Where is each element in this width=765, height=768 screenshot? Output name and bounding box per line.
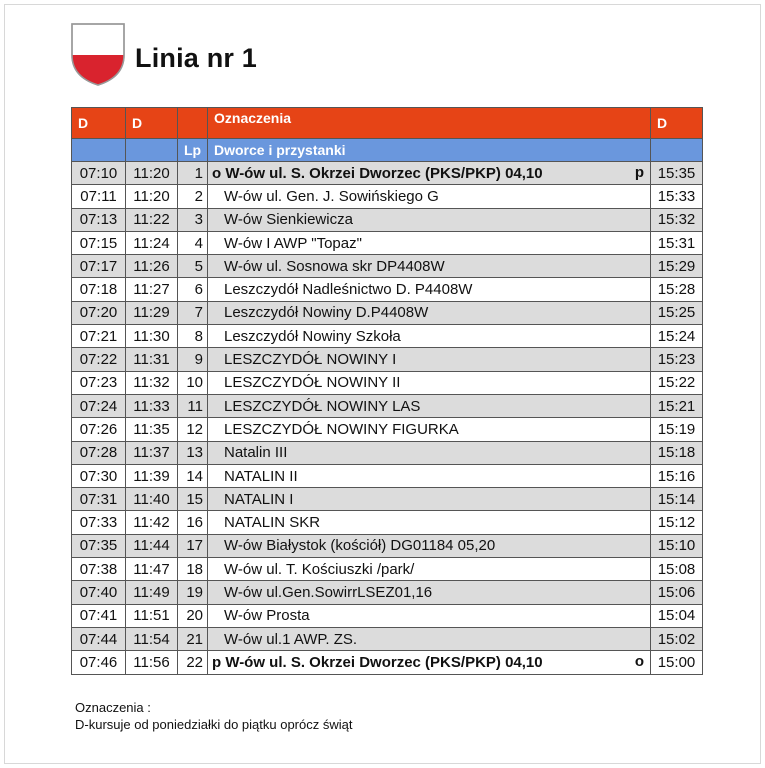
departure-time-2-text: 11:26	[133, 257, 170, 275]
return-time-text: 15:35	[657, 164, 696, 182]
departure-time-1	[72, 558, 126, 581]
return-time-text: 15:06	[657, 583, 696, 601]
return-time	[651, 604, 703, 627]
departure-time-1	[72, 604, 126, 627]
return-time-text: 15:14	[657, 490, 696, 508]
stop-number-text: 4	[194, 234, 203, 252]
stop-number	[178, 418, 208, 441]
return-time-text: 15:02	[657, 630, 696, 648]
subheader-empty-2	[126, 139, 178, 162]
departure-time-2	[126, 255, 178, 278]
stop-marker: o	[634, 653, 644, 671]
departure-time-2-text: 11:44	[133, 537, 170, 555]
return-time-text: 15:33	[657, 187, 696, 205]
table-row	[72, 371, 703, 394]
departure-time-1	[72, 418, 126, 441]
departure-time-2	[126, 348, 178, 371]
stop-number-text: 12	[186, 420, 203, 438]
departure-time-2	[126, 208, 178, 231]
stop-name	[208, 185, 651, 208]
page-header	[69, 19, 257, 89]
departure-time-1-text: 07:13	[79, 211, 118, 229]
stop-number	[178, 534, 208, 557]
stop-number	[178, 348, 208, 371]
departure-time-2	[126, 604, 178, 627]
stop-name	[208, 278, 651, 301]
departure-time-1-text: 07:44	[79, 630, 118, 648]
stop-number-text: 6	[194, 281, 203, 299]
timetable-page	[4, 4, 761, 764]
departure-time-2	[126, 581, 178, 604]
stop-name-text: o W-ów ul. S. Okrzei Dworzec (PKS/PKP) 04,10	[212, 164, 543, 182]
notes-heading: Oznaczenia :	[75, 700, 151, 715]
table-row	[72, 511, 703, 534]
header-col-empty	[178, 108, 208, 139]
stop-name-text: W-ów ul. Gen. J. Sowińskiego G	[224, 187, 439, 205]
stop-name	[208, 418, 651, 441]
header-designations: Oznaczenia	[208, 108, 651, 139]
departure-time-2	[126, 278, 178, 301]
stop-number-text: 18	[186, 560, 203, 578]
departure-time-2	[126, 371, 178, 394]
table-row	[72, 464, 703, 487]
departure-time-2-text: 11:49	[133, 583, 170, 601]
header-col-d2: D	[126, 108, 178, 139]
departure-time-2-text: 11:32	[133, 374, 170, 392]
departure-time-1	[72, 394, 126, 417]
subheader-stops: Dworce i przystanki	[208, 139, 651, 162]
stop-name-text: NATALIN SKR	[224, 514, 321, 532]
departure-time-2-text: 11:22	[133, 211, 170, 229]
return-time-text: 15:18	[657, 444, 696, 462]
table-row	[72, 651, 703, 674]
return-time-text: 15:23	[657, 351, 696, 369]
departure-time-2	[126, 534, 178, 557]
timetable	[71, 107, 703, 675]
page-title: Linia nr 1	[135, 42, 258, 73]
departure-time-2-text: 11:27	[133, 281, 170, 299]
table-row	[72, 627, 703, 650]
departure-time-2	[126, 441, 178, 464]
departure-time-2-text: 11:31	[133, 351, 170, 369]
stop-name-text: LESZCZYDÓŁ NOWINY II	[224, 374, 401, 392]
return-time	[651, 185, 703, 208]
return-time-text: 15:19	[657, 420, 696, 438]
stop-name	[208, 231, 651, 254]
subheader-lp: Lp	[178, 139, 208, 162]
return-time-text: 15:29	[657, 257, 696, 275]
return-time-text: 15:22	[657, 374, 696, 392]
return-time	[651, 371, 703, 394]
return-time	[651, 231, 703, 254]
stop-name	[208, 394, 651, 417]
departure-time-1	[72, 511, 126, 534]
stop-number-text: 16	[186, 514, 203, 532]
stop-name-text: W-ów Prosta	[224, 607, 310, 625]
stop-number	[178, 488, 208, 511]
stop-number	[178, 441, 208, 464]
table-row	[72, 348, 703, 371]
stop-number-text: 22	[186, 653, 203, 671]
stop-number	[178, 581, 208, 604]
table-row	[72, 394, 703, 417]
departure-time-1	[72, 371, 126, 394]
return-time	[651, 534, 703, 557]
departure-time-2-text: 11:24	[133, 234, 170, 252]
stop-name-text: W-ów ul. T. Kościuszki /park/	[224, 560, 415, 578]
departure-time-2	[126, 488, 178, 511]
stop-name	[208, 162, 651, 185]
return-time	[651, 441, 703, 464]
stop-name-text: W-ów Białystok (kościół) DG01184 05,20	[224, 537, 496, 555]
stop-name	[208, 511, 651, 534]
departure-time-1-text: 07:18	[79, 281, 118, 299]
departure-time-1-text: 07:33	[79, 514, 118, 532]
stop-name	[208, 627, 651, 650]
stop-number-text: 13	[186, 444, 203, 462]
coat-of-arms-icon	[69, 21, 127, 87]
stop-number-text: 11	[187, 397, 203, 415]
departure-time-2	[126, 464, 178, 487]
return-time	[651, 162, 703, 185]
stop-number	[178, 371, 208, 394]
departure-time-1	[72, 185, 126, 208]
stop-number-text: 14	[186, 467, 203, 485]
departure-time-2-text: 11:39	[133, 467, 170, 485]
stop-number-text: 10	[186, 374, 203, 392]
stop-number	[178, 325, 208, 348]
legend-notes	[75, 699, 352, 733]
departure-time-2-text: 11:29	[133, 304, 170, 322]
stop-name	[208, 441, 651, 464]
stop-name-text: NATALIN II	[224, 467, 298, 485]
return-time-text: 15:00	[657, 653, 696, 671]
table-row	[72, 418, 703, 441]
departure-time-2-text: 11:35	[133, 420, 170, 438]
stop-number	[178, 301, 208, 324]
return-time	[651, 348, 703, 371]
stop-number-text: 2	[194, 187, 203, 205]
header-col-d3: D	[651, 108, 703, 139]
return-time-text: 15:10	[657, 537, 696, 555]
stop-number-text: 19	[186, 583, 203, 601]
departure-time-2-text: 11:30	[133, 327, 170, 345]
departure-time-1-text: 07:15	[79, 234, 118, 252]
departure-time-1	[72, 627, 126, 650]
stop-name	[208, 348, 651, 371]
departure-time-1-text: 07:23	[79, 374, 118, 392]
departure-time-2	[126, 162, 178, 185]
stop-number	[178, 604, 208, 627]
table-row	[72, 325, 703, 348]
return-time	[651, 208, 703, 231]
return-time-text: 15:32	[657, 211, 696, 229]
subheader-empty-1	[72, 139, 126, 162]
stop-number	[178, 185, 208, 208]
return-time-text: 15:25	[657, 304, 696, 322]
departure-time-1-text: 07:46	[79, 653, 118, 671]
return-time-text: 15:12	[657, 514, 696, 532]
return-time-text: 15:04	[657, 607, 696, 625]
stop-number-text: 7	[194, 304, 203, 322]
return-time	[651, 511, 703, 534]
departure-time-2-text: 11:37	[133, 444, 170, 462]
stop-marker: p	[634, 164, 644, 181]
departure-time-2-text: 11:56	[133, 653, 170, 671]
stop-name-text: W-ów ul. Sosnowa skr DP4408W	[224, 257, 445, 275]
stop-number	[178, 208, 208, 231]
departure-time-1	[72, 231, 126, 254]
table-row	[72, 185, 703, 208]
departure-time-1-text: 07:40	[79, 583, 118, 601]
stop-name	[208, 604, 651, 627]
departure-time-1-text: 07:22	[79, 351, 118, 369]
return-time	[651, 394, 703, 417]
return-time	[651, 255, 703, 278]
stop-name	[208, 534, 651, 557]
stop-number-text: 17	[186, 537, 203, 555]
departure-time-2	[126, 558, 178, 581]
table-row	[72, 604, 703, 627]
stop-name-text: Leszczydół Nowiny D.P4408W	[224, 304, 429, 322]
departure-time-2	[126, 394, 178, 417]
departure-time-1-text: 07:30	[79, 467, 118, 485]
stop-name	[208, 208, 651, 231]
return-time-text: 15:31	[657, 234, 696, 252]
stop-name	[208, 464, 651, 487]
table-row	[72, 441, 703, 464]
stop-number	[178, 394, 208, 417]
departure-time-1-text: 07:11	[80, 187, 117, 205]
departure-time-1	[72, 348, 126, 371]
return-time-text: 15:21	[657, 397, 696, 415]
table-row	[72, 581, 703, 604]
departure-time-1	[72, 488, 126, 511]
departure-time-2-text: 11:20	[133, 164, 170, 182]
return-time-text: 15:24	[657, 327, 696, 345]
departure-time-1-text: 07:10	[79, 164, 118, 182]
return-time	[651, 558, 703, 581]
stop-number	[178, 278, 208, 301]
stop-name	[208, 255, 651, 278]
departure-time-1	[72, 162, 126, 185]
stop-number	[178, 231, 208, 254]
stop-name-text: Leszczydół Nowiny Szkoła	[224, 327, 401, 345]
departure-time-2	[126, 627, 178, 650]
departure-time-1-text: 07:17	[79, 257, 118, 275]
departure-time-1	[72, 651, 126, 674]
stop-name-text: NATALIN I	[224, 490, 294, 508]
stop-number-text: 15	[186, 490, 203, 508]
stop-number-text: 21	[186, 630, 203, 648]
departure-time-2	[126, 651, 178, 674]
departure-time-1-text: 07:38	[79, 560, 118, 578]
departure-time-1-text: 07:26	[79, 420, 118, 438]
stop-number	[178, 511, 208, 534]
stop-name-text: W-ów Sienkiewicza	[224, 211, 353, 229]
table-row	[72, 558, 703, 581]
departure-time-2	[126, 185, 178, 208]
return-time	[651, 651, 703, 674]
stop-number-text: 3	[194, 211, 203, 229]
stop-number	[178, 464, 208, 487]
notes-line: D-kursuje od poniedziałki do piątku oprócz świąt	[75, 717, 353, 732]
stop-name-text: p W-ów ul. S. Okrzei Dworzec (PKS/PKP) 04,10	[212, 653, 543, 671]
departure-time-1	[72, 441, 126, 464]
return-time-text: 15:16	[657, 467, 696, 485]
departure-time-2-text: 11:54	[133, 630, 170, 648]
departure-time-1-text: 07:35	[79, 537, 118, 555]
departure-time-2	[126, 418, 178, 441]
departure-time-1	[72, 208, 126, 231]
return-time-text: 15:08	[657, 560, 696, 578]
stop-number-text: 5	[194, 257, 203, 275]
stop-name	[208, 581, 651, 604]
departure-time-1-text: 07:41	[79, 607, 118, 625]
stop-name-text: W-ów ul.Gen.SowirrLSEZ01,16	[224, 583, 433, 601]
return-time-text: 15:28	[657, 281, 696, 299]
departure-time-1	[72, 278, 126, 301]
departure-time-1	[72, 581, 126, 604]
return-time	[651, 627, 703, 650]
departure-time-2	[126, 325, 178, 348]
return-time	[651, 325, 703, 348]
table-header-row	[72, 108, 703, 139]
table-row	[72, 534, 703, 557]
departure-time-1	[72, 325, 126, 348]
departure-time-2	[126, 231, 178, 254]
stop-name	[208, 325, 651, 348]
stop-name	[208, 371, 651, 394]
table-row	[72, 231, 703, 254]
departure-time-2-text: 11:40	[133, 490, 170, 508]
stop-name-text: LESZCZYDÓŁ NOWINY LAS	[224, 397, 421, 415]
departure-time-1-text: 07:20	[79, 304, 118, 322]
departure-time-2	[126, 301, 178, 324]
table-row	[72, 162, 703, 185]
departure-time-1-text: 07:21	[79, 327, 118, 345]
return-time	[651, 278, 703, 301]
departure-time-1	[72, 255, 126, 278]
return-time	[651, 581, 703, 604]
stop-number-text: 9	[194, 351, 203, 369]
table-row	[72, 301, 703, 324]
table-row	[72, 255, 703, 278]
stop-name	[208, 651, 651, 674]
departure-time-1-text: 07:24	[79, 397, 118, 415]
departure-time-2-text: 11:20	[133, 187, 170, 205]
return-time	[651, 464, 703, 487]
table-subheader-row	[72, 139, 703, 162]
departure-time-2	[126, 511, 178, 534]
departure-time-2-text: 11:42	[133, 514, 170, 532]
stop-name-text: W-ów ul.1 AWP. ZS.	[224, 630, 358, 648]
departure-time-1-text: 07:28	[79, 444, 118, 462]
stop-number-text: 8	[194, 327, 203, 345]
stop-name-text: LESZCZYDÓŁ NOWINY I	[224, 351, 397, 369]
departure-time-1	[72, 464, 126, 487]
departure-time-1	[72, 534, 126, 557]
stop-number	[178, 651, 208, 674]
stop-name-text: LESZCZYDÓŁ NOWINY FIGURKA	[224, 420, 459, 438]
header-col-d1: D	[72, 108, 126, 139]
stop-number	[178, 627, 208, 650]
return-time	[651, 418, 703, 441]
stop-name	[208, 558, 651, 581]
table-row	[72, 208, 703, 231]
departure-time-2-text: 11:47	[133, 560, 170, 578]
return-time	[651, 488, 703, 511]
stop-number-text: 20	[186, 607, 203, 625]
stop-number-text: 1	[194, 164, 203, 182]
stop-number	[178, 255, 208, 278]
departure-time-2-text: 11:51	[133, 607, 170, 625]
stop-number	[178, 162, 208, 185]
stop-number	[178, 558, 208, 581]
stop-name	[208, 488, 651, 511]
table-row	[72, 278, 703, 301]
departure-time-1	[72, 301, 126, 324]
stop-name-text: Leszczydół Nadleśnictwo D. P4408W	[224, 281, 473, 299]
stop-name-text: Natalin III	[224, 444, 288, 462]
subheader-empty-3	[651, 139, 703, 162]
table-row	[72, 488, 703, 511]
departure-time-1-text: 07:31	[79, 490, 118, 508]
stop-name	[208, 301, 651, 324]
stop-name-text: W-ów I AWP "Topaz"	[224, 234, 362, 252]
departure-time-2-text: 11:33	[133, 397, 170, 415]
return-time	[651, 301, 703, 324]
